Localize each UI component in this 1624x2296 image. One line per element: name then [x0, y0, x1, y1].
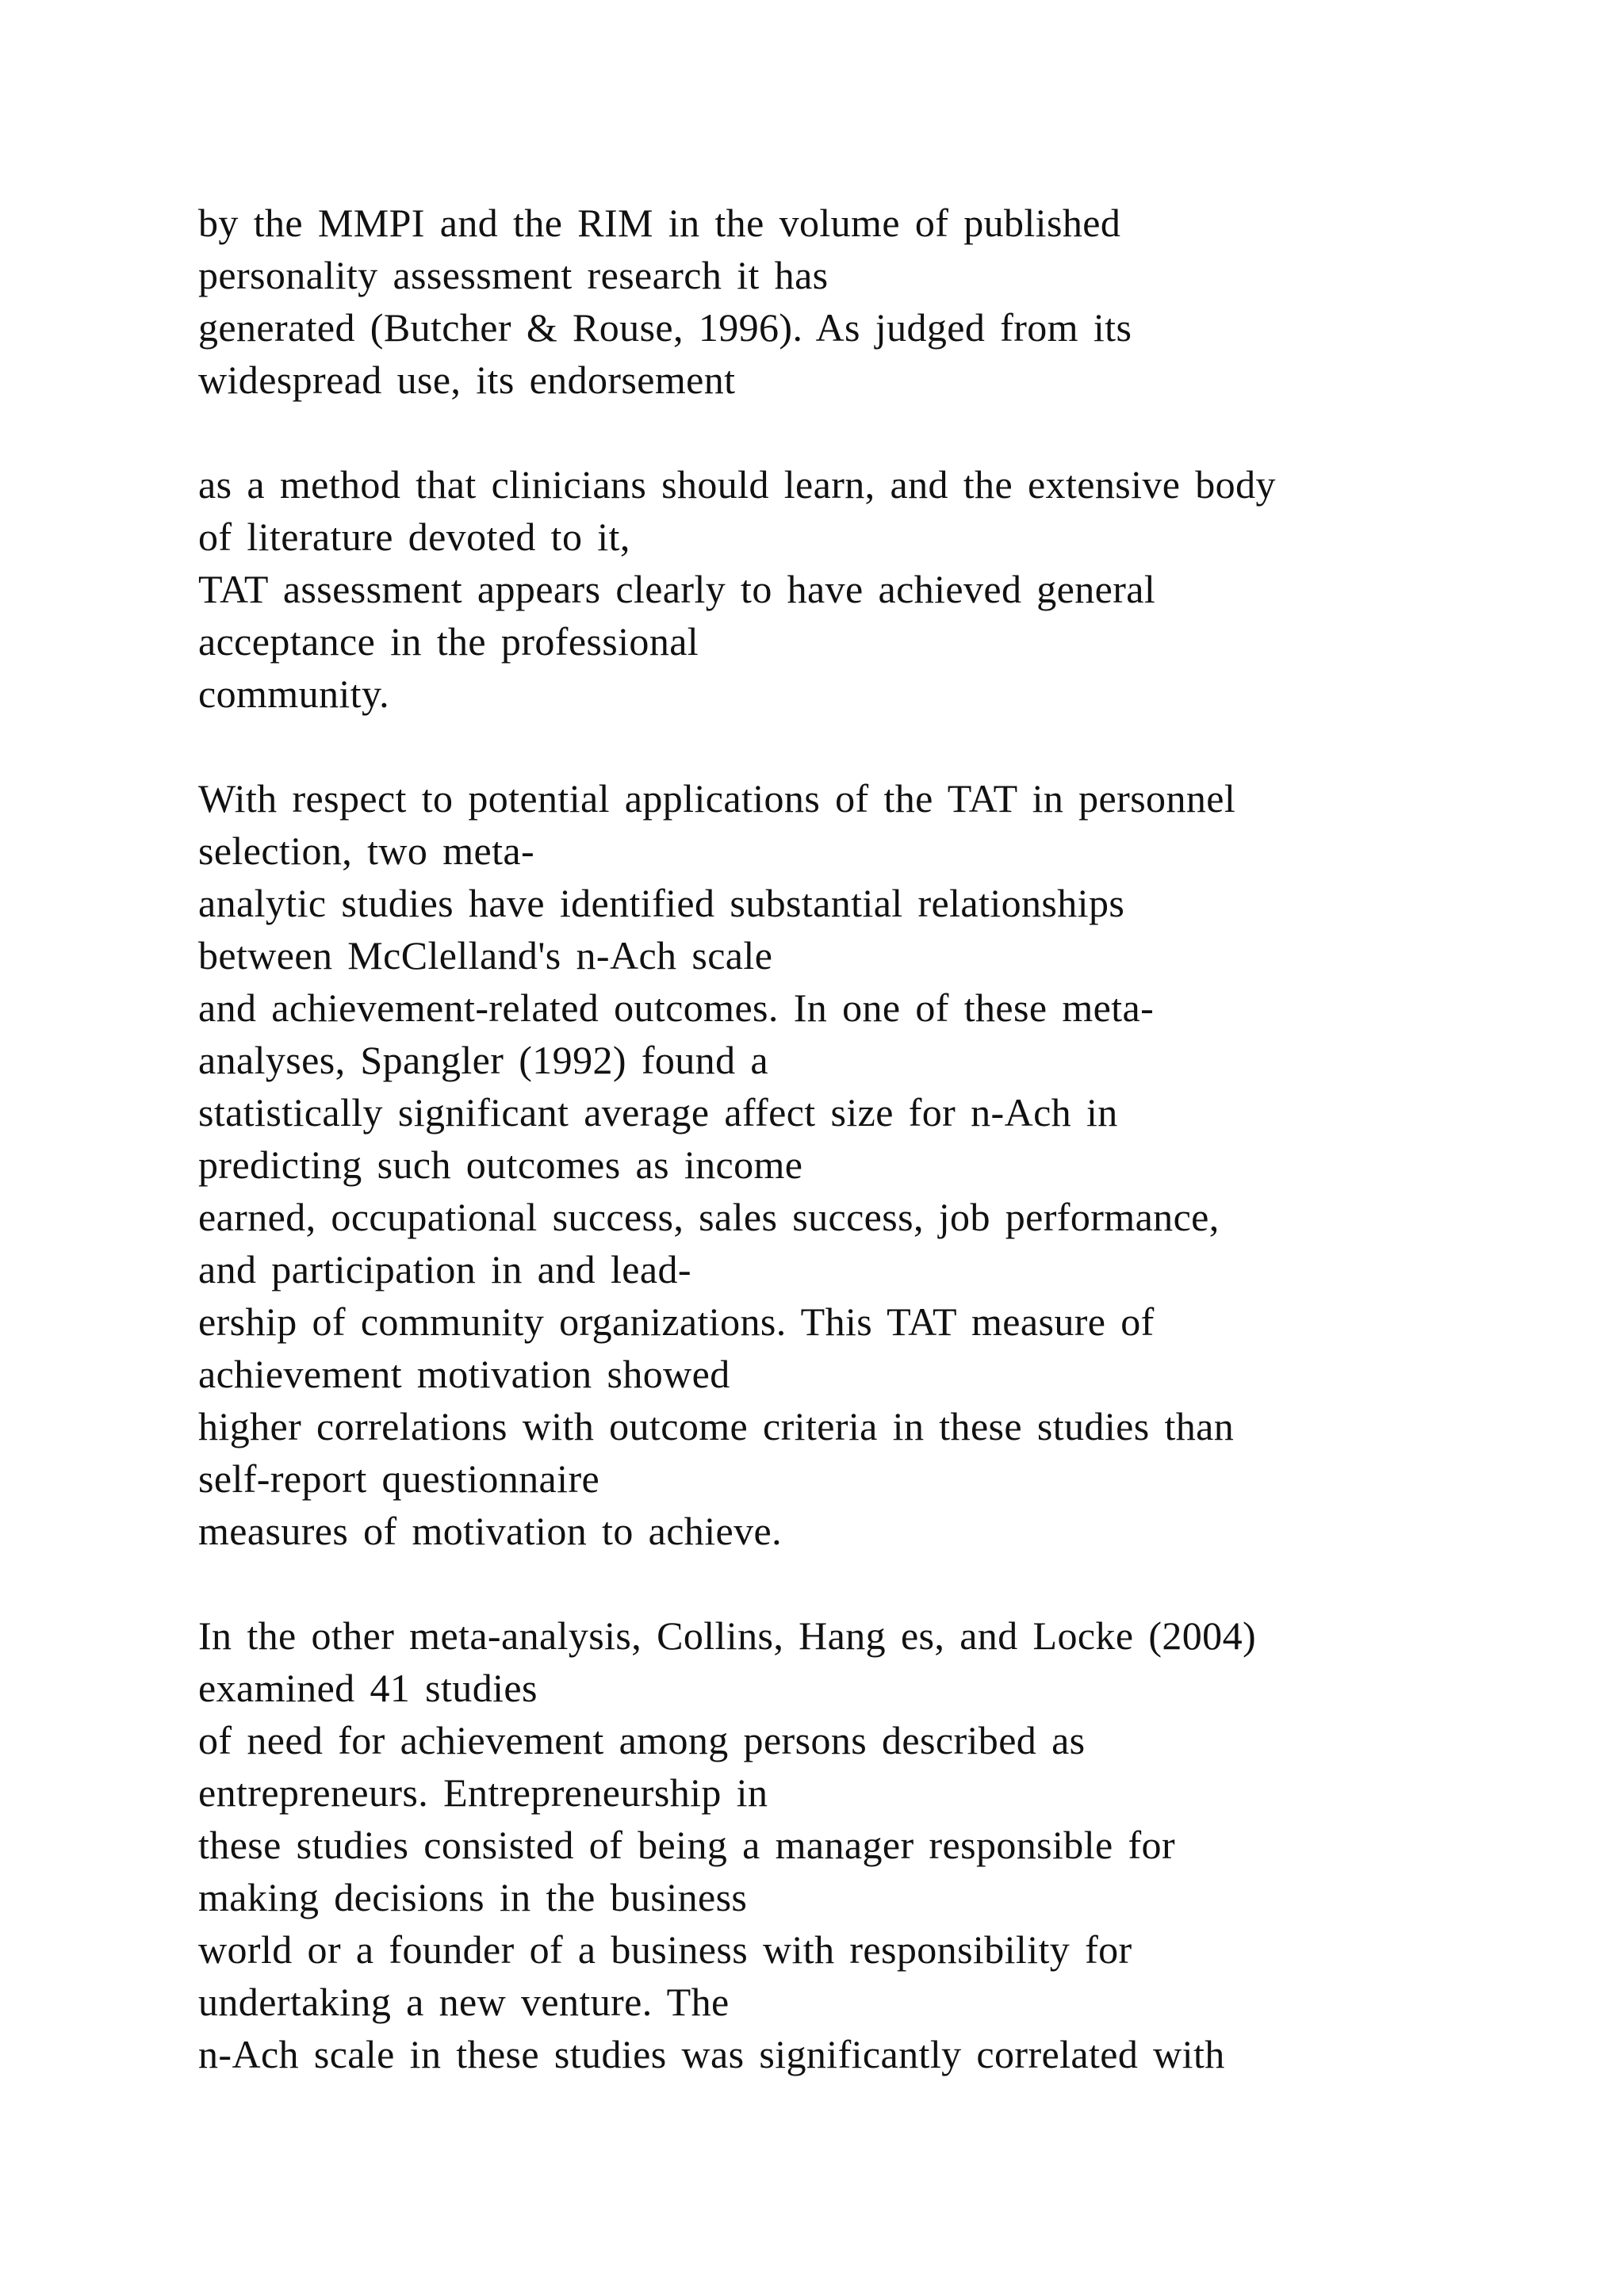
text-line: With respect to potential applications of the TAT in personnel: [198, 776, 1236, 821]
paragraph-4: [198, 1609, 1546, 2080]
text-line: acceptance in the professional: [198, 619, 699, 664]
paragraph-3: [198, 772, 1546, 1557]
text-line: statistically significant average affect size for n-Ach in: [198, 1090, 1118, 1135]
text-line: analytic studies have identified substantial relationships: [198, 881, 1125, 925]
paragraph-2: [198, 458, 1546, 720]
text-line: world or a founder of a business with responsibility for: [198, 1927, 1132, 1972]
text-line: earned, occupational success, sales success, job performance,: [198, 1195, 1220, 1239]
text-line: generated (Butcher & Rouse, 1996). As judged from its: [198, 305, 1132, 350]
text-line: n-Ach scale in these studies was significantly correlated with: [198, 2032, 1225, 2076]
text-line: entrepreneurs. Entrepreneurship in: [198, 1770, 768, 1815]
paragraph-gap: [198, 720, 1546, 772]
text-line: and achievement-related outcomes. In one of these meta-: [198, 985, 1155, 1030]
text-line: by the MMPI and the RIM in the volume of published: [198, 201, 1121, 245]
text-line: undertaking a new venture. The: [198, 1980, 730, 2024]
text-line: making decisions in the business: [198, 1875, 748, 1919]
text-line: selection, two meta-: [198, 828, 535, 873]
text-line: higher correlations with outcome criteria in these studies than: [198, 1404, 1235, 1448]
paragraph-gap: [198, 406, 1546, 458]
text-line: of need for achievement among persons described as: [198, 1718, 1086, 1762]
document-body: [198, 197, 1546, 2080]
text-line: as a method that clinicians should learn, and the extensive body: [198, 462, 1276, 507]
text-line: analyses, Spangler (1992) found a: [198, 1038, 768, 1082]
text-line: achievement motivation showed: [198, 1352, 730, 1396]
paragraph-1: [198, 197, 1546, 406]
text-line: and participation in and lead-: [198, 1247, 691, 1292]
text-line: widespread use, its endorsement: [198, 358, 736, 402]
text-line: between McClelland's n-Ach scale: [198, 933, 773, 978]
text-line: community.: [198, 672, 390, 716]
text-line: TAT assessment appears clearly to have achieved general: [198, 567, 1156, 611]
text-line: these studies consisted of being a manager responsible for: [198, 1823, 1175, 1867]
text-line: examined 41 studies: [198, 1666, 538, 1710]
paragraph-gap: [198, 1557, 1546, 1609]
text-line: In the other meta-analysis, Collins, Hang es, and Locke (2004): [198, 1613, 1257, 1658]
text-line: predicting such outcomes as income: [198, 1142, 803, 1187]
text-line: ership of community organizations. This TAT measure of: [198, 1299, 1155, 1344]
text-line: measures of motivation to achieve.: [198, 1509, 782, 1553]
text-line: of literature devoted to it,: [198, 515, 630, 559]
text-line: personality assessment research it has: [198, 253, 829, 297]
text-line: self-report questionnaire: [198, 1456, 600, 1501]
